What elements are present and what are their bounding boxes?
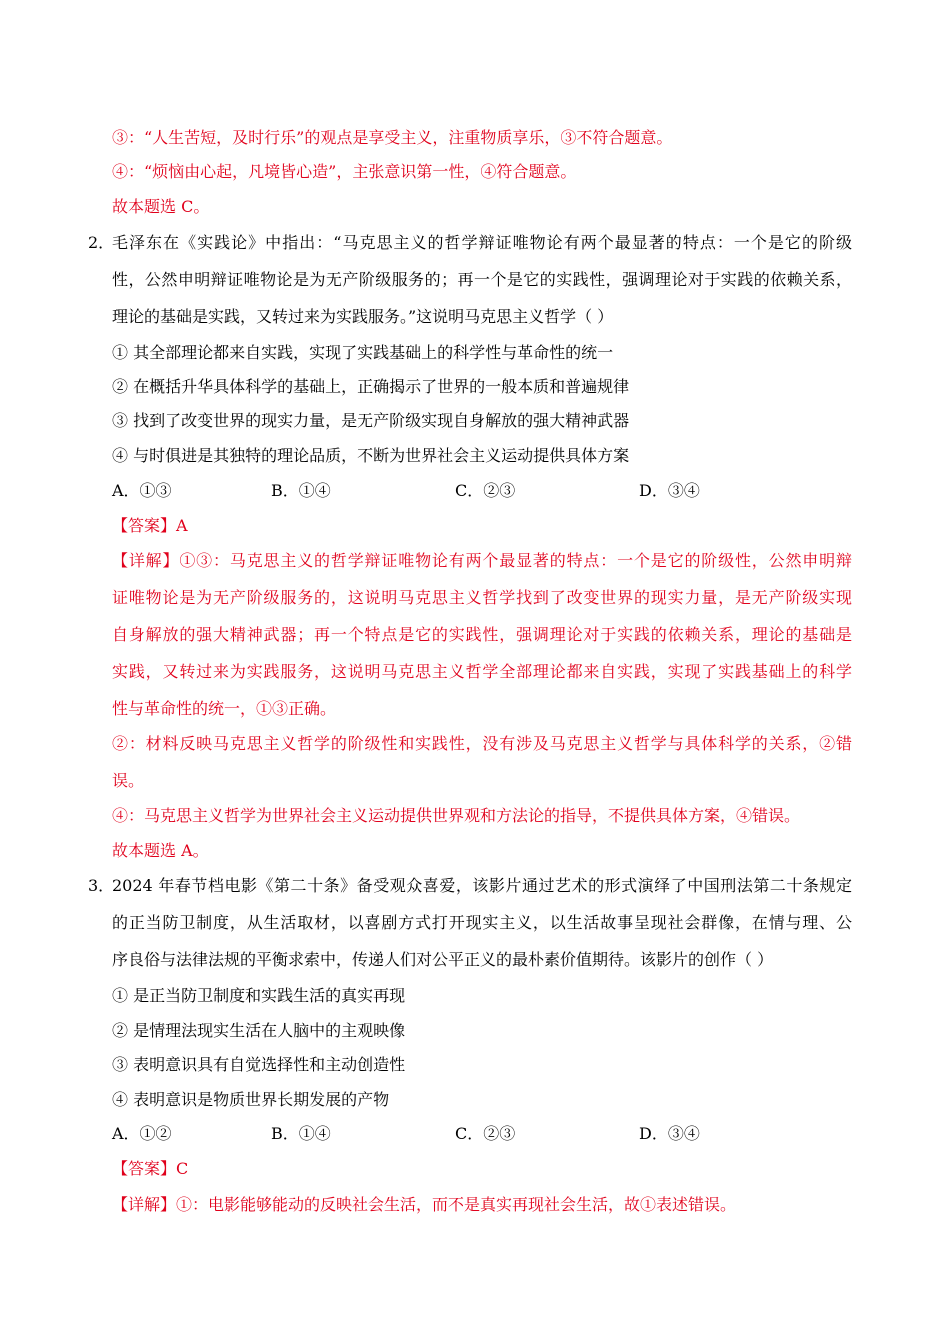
option-b[interactable]: B．①④ xyxy=(271,481,331,500)
explanation-line: ④：“烦恼由心起，凡境皆心造”，主张意识第一性，④符合题意。 xyxy=(112,162,577,181)
question-number: 3． xyxy=(88,876,115,895)
question-number: 2． xyxy=(88,233,115,252)
explanation-line: 性与革命性的统一，①③正确。 xyxy=(112,699,337,718)
explanation-line: 实践，又转过来为实践服务，这说明马克思主义哲学全部理论都来自实践，实现了实践基础上的科学 xyxy=(112,662,852,681)
question-stem-line: 理论的基础是实践，又转过来为实践服务。”这说明马克思主义哲学（ ） xyxy=(112,307,614,326)
statement-item: ③ 找到了改变世界的现实力量，是无产阶级实现自身解放的强大精神武器 xyxy=(112,411,630,430)
question-stem-line: 序良俗与法律法规的平衡求索中，传递人们对公平正义的最朴素价值期待。该影片的创作（ ） xyxy=(112,950,774,969)
conclusion-line: 故本题选 A。 xyxy=(112,841,209,860)
option-b[interactable]: B．①④ xyxy=(271,1124,331,1143)
answer-line: 【答案】A xyxy=(112,516,188,535)
statement-item: ① 是正当防卫制度和实践生活的真实再现 xyxy=(112,986,406,1005)
explanation-line: ②：材料反映马克思主义哲学的阶级性和实践性，没有涉及马克思主义哲学与具体科学的关系，②错 xyxy=(112,734,852,753)
explanation-line: 证唯物论是为无产阶级服务的，这说明马克思主义哲学找到了改变世界的现实力量，是无产阶级实现 xyxy=(112,588,852,607)
question-stem-line: 的正当防卫制度，从生活取材，以喜剧方式打开现实主义，以生活故事呈现社会群像，在情与理、公 xyxy=(112,913,852,932)
explanation-line: ④：马克思主义哲学为世界社会主义运动提供世界观和方法论的指导，不提供具体方案，④错误。 xyxy=(112,806,801,825)
explanation-line: 自身解放的强大精神武器；再一个特点是它的实践性，强调理论对于实践的依赖关系，理论的基础是 xyxy=(112,625,852,644)
question-stem-line: 毛泽东在《实践论》中指出：“马克思主义的哲学辩证唯物论有两个最显著的特点：一个是它的阶级 xyxy=(112,233,852,252)
option-d[interactable]: D．③④ xyxy=(639,1124,700,1143)
option-d[interactable]: D．③④ xyxy=(639,481,700,500)
option-a[interactable]: A．①② xyxy=(112,1124,172,1143)
statement-item: ④ 表明意识是物质世界长期发展的产物 xyxy=(112,1090,390,1109)
statement-item: ① 其全部理论都来自实践，实现了实践基础上的科学性与革命性的统一 xyxy=(112,343,614,362)
option-c[interactable]: C．②③ xyxy=(455,481,516,500)
explanation-line: 误。 xyxy=(112,771,145,790)
explanation-line: 【详解】①③：马克思主义的哲学辩证唯物论有两个最显著的特点：一个是它的阶级性，公然申明辩 xyxy=(112,551,852,570)
statement-item: ② 是情理法现实生活在人脑中的主观映像 xyxy=(112,1021,406,1040)
option-a[interactable]: A．①③ xyxy=(112,481,172,500)
option-c[interactable]: C．②③ xyxy=(455,1124,516,1143)
statement-item: ③ 表明意识具有自觉选择性和主动创造性 xyxy=(112,1055,406,1074)
explanation-line: 【详解】①：电影能够能动的反映社会生活，而不是真实再现社会生活，故①表述错误。 xyxy=(112,1195,737,1214)
statement-item: ② 在概括升华具体科学的基础上，正确揭示了世界的一般本质和普遍规律 xyxy=(112,377,630,396)
answer-line: 【答案】C xyxy=(112,1159,189,1178)
conclusion-line: 故本题选 C。 xyxy=(112,197,210,216)
statement-item: ④ 与时俱进是其独特的理论品质，不断为世界社会主义运动提供具体方案 xyxy=(112,446,630,465)
question-stem-line: 性，公然申明辩证唯物论是为无产阶级服务的；再一个是它的实践性，强调理论对于实践的依赖关系， xyxy=(112,270,852,289)
explanation-line: ③：“人生苦短，及时行乐”的观点是享受主义，注重物质享乐，③不符合题意。 xyxy=(112,128,673,147)
question-stem-line: 2024 年春节档电影《第二十条》备受观众喜爱，该影片通过艺术的形式演绎了中国刑法第二十条规定 xyxy=(112,876,852,895)
